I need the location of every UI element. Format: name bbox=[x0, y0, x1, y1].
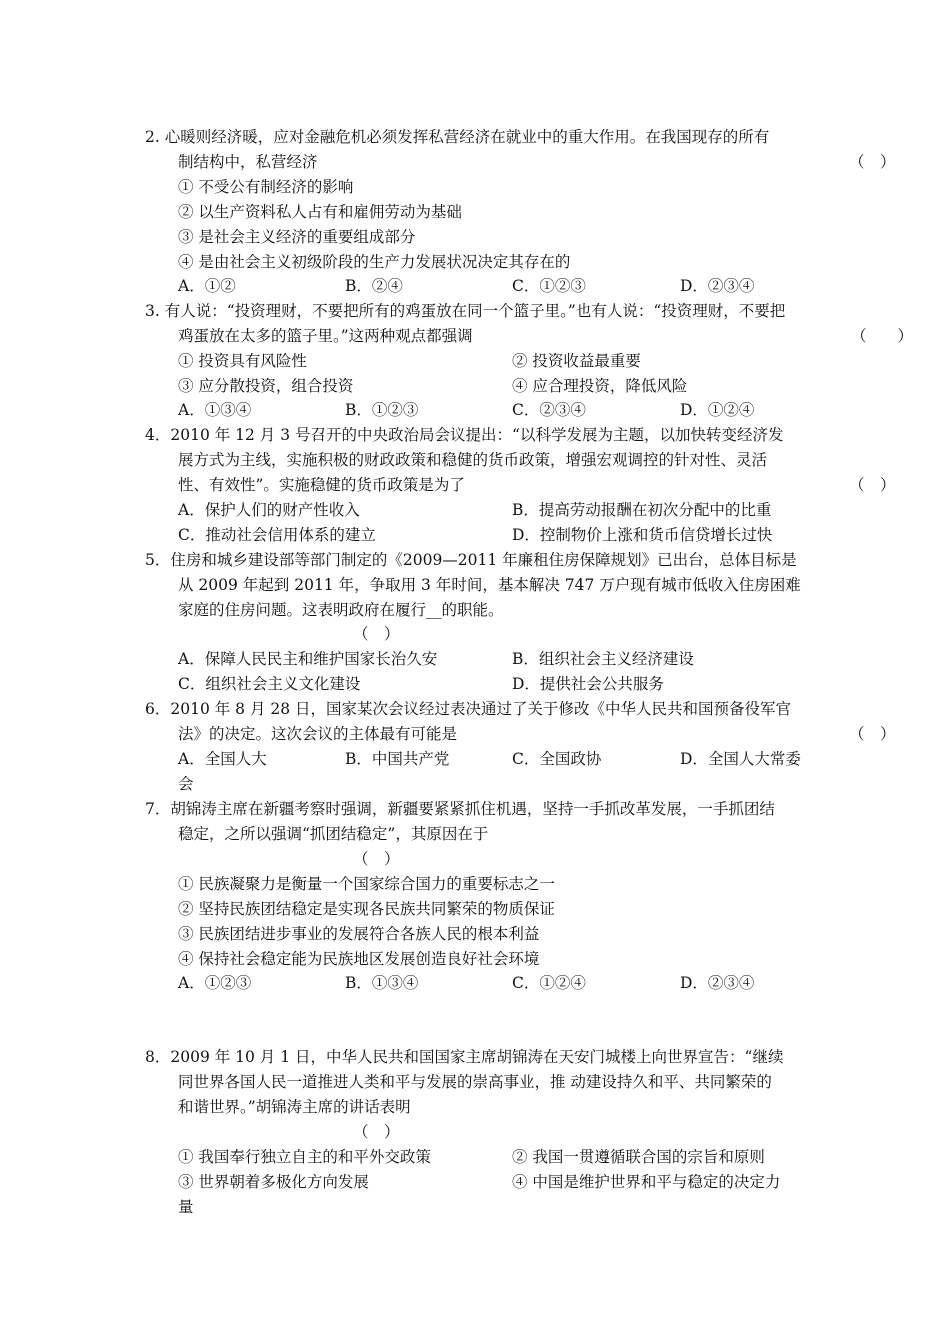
q3-statement-1: ① 投资具有风险性 bbox=[178, 352, 307, 370]
q4-stem-line3: 性、有效性”。实施稳健的货币政策是为了 bbox=[178, 476, 465, 494]
q8-statement-2: ② 我国一贯遵循联合国的宗旨和原则 bbox=[512, 1148, 765, 1166]
q8-stem-line2: 同世界各国人民一道推进人类和平与发展的崇高事业，推 动建设持久和平、共同繁荣的 bbox=[178, 1073, 772, 1091]
q4-stem-line1: 4．2010 年 12 月 3 号召开的中央政治局会议提出：“以科学发展为主题，以加快转变经济发 bbox=[145, 426, 784, 444]
q8-statement-1: ① 我国奉行独立自主的和平外交政策 bbox=[178, 1148, 431, 1166]
q7-option-d: D．②③④ bbox=[680, 974, 755, 992]
q3-statement-2: ② 投资收益最重要 bbox=[512, 352, 641, 370]
q4-option-a: A．保护人们的财产性收入 bbox=[178, 501, 360, 519]
q5-option-b: B．组织社会主义经济建设 bbox=[512, 650, 694, 668]
q4-option-c: C．推动社会信用体系的建立 bbox=[178, 526, 376, 544]
q7-option-a: A．①②③ bbox=[178, 974, 252, 992]
q8-answer-bracket: （ ） bbox=[353, 1123, 400, 1141]
q3-option-a: A．①③④ bbox=[178, 401, 252, 419]
q4-option-b: B．提高劳动报酬在初次分配中的比重 bbox=[512, 501, 772, 519]
q2-answer-bracket: （ ） bbox=[849, 153, 896, 171]
q7-stem-line1: 7．胡锦涛主席在新疆考察时强调，新疆要紧紧抓住机遇，坚持一手抓改革发展，一手抓团结 bbox=[145, 800, 775, 818]
q7-answer-bracket: （ ） bbox=[353, 850, 400, 868]
q2-option-b: B．②④ bbox=[345, 277, 403, 295]
q6-stem-line2: 法》的决定。这次会议的主体最有可能是 bbox=[178, 725, 458, 743]
q5-stem-line3: 家庭的住房问题。这表明政府在履行__的职能。 bbox=[178, 601, 504, 619]
q6-option-c: C．全国政协 bbox=[512, 750, 602, 768]
q5-option-d: D．提供社会公共服务 bbox=[512, 675, 664, 693]
q6-stem-line1: 6．2010 年 8 月 28 日，国家某次会议经过表决通过了关于修改《中华人民共和国预备役军官 bbox=[145, 700, 792, 718]
q3-statement-3: ③ 应分散投资，组合投资 bbox=[178, 377, 354, 395]
q2-statement-1: ① 不受公有制经济的影响 bbox=[178, 178, 354, 196]
q5-stem-line2: 从 2009 年起到 2011 年，争取用 3 年时间，基本解决 747 万户现有城市低收入住房困难 bbox=[178, 576, 801, 594]
q5-option-a: A．保障人民民主和维护国家长治久安 bbox=[178, 650, 438, 668]
q3-stem-line1: 3. 有人说：“投资理财，不要把所有的鸡蛋放在同一个篮子里。”也有人说：“投资理财，不要把 bbox=[145, 302, 786, 320]
q6-option-a: A．全国人大 bbox=[178, 750, 267, 768]
q4-answer-bracket: （ ） bbox=[849, 476, 896, 494]
q7-statement-4: ④ 保持社会稳定能为民族地区发展创造良好社会环境 bbox=[178, 950, 540, 968]
q6-answer-bracket: （ ） bbox=[849, 725, 896, 743]
q3-option-d: D．①②④ bbox=[680, 401, 755, 419]
q6-option-d-continuation: 会 bbox=[178, 775, 194, 793]
q7-stem-line2: 稳定，之所以强调“抓团结稳定”，其原因在于 bbox=[178, 825, 489, 843]
q7-option-b: B．①③④ bbox=[345, 974, 419, 992]
q8-stem-line1: 8．2009 年 10 月 1 日，中华人民共和国国家主席胡锦涛在天安门城楼上向世界宣告：“继续 bbox=[145, 1048, 784, 1066]
q7-option-c: C．①②④ bbox=[512, 974, 586, 992]
q4-stem-line2: 展方式为主线，实施积极的财政政策和稳健的货币政策，增强宏观调控的针对性、灵活 bbox=[178, 451, 768, 469]
q3-stem-line2: 鸡蛋放在太多的篮子里。”这两种观点都强调 bbox=[178, 327, 473, 345]
q3-answer-bracket: （ ） bbox=[851, 327, 914, 345]
q2-option-a: A．①② bbox=[178, 277, 236, 295]
q4-option-d: D．控制物价上涨和货币信贷增长过快 bbox=[512, 526, 773, 544]
q8-statement-4-continuation: 量 bbox=[178, 1198, 194, 1216]
q2-stem-line1: 2. 心暖则经济暖，应对金融危机必须发挥私营经济在就业中的重大作用。在我国现存的所有 bbox=[145, 128, 770, 146]
q8-statement-3: ③ 世界朝着多极化方向发展 bbox=[178, 1173, 369, 1191]
q7-statement-1: ① 民族凝聚力是衡量一个国家综合国力的重要标志之一 bbox=[178, 875, 555, 893]
q2-option-d: D．②③④ bbox=[680, 277, 755, 295]
q2-statement-3: ③ 是社会主义经济的重要组成部分 bbox=[178, 228, 416, 246]
q7-statement-2: ② 坚持民族团结稳定是实现各民族共同繁荣的物质保证 bbox=[178, 900, 555, 918]
q3-option-b: B．①②③ bbox=[345, 401, 419, 419]
q2-statement-4: ④ 是由社会主义初级阶段的生产力发展状况决定其存在的 bbox=[178, 253, 571, 271]
q2-statement-2: ② 以生产资料私人占有和雇佣劳动为基础 bbox=[178, 203, 462, 221]
q5-stem-line1: 5．住房和城乡建设部等部门制定的《2009—2011 年廉租住房保障规划》已出台，总体目标是 bbox=[145, 551, 797, 569]
q5-option-c: C．组织社会主义文化建设 bbox=[178, 675, 361, 693]
q3-option-c: C．②③④ bbox=[512, 401, 586, 419]
q2-stem-line2: 制结构中，私营经济 bbox=[178, 153, 318, 171]
q8-statement-4: ④ 中国是维护世界和平与稳定的决定力 bbox=[512, 1173, 781, 1191]
q8-stem-line3: 和谐世界。”胡锦涛主席的讲话表明 bbox=[178, 1098, 411, 1116]
q7-statement-3: ③ 民族团结进步事业的发展符合各族人民的根本利益 bbox=[178, 925, 540, 943]
q3-statement-4: ④ 应合理投资，降低风险 bbox=[512, 377, 688, 395]
q2-option-c: C．①②③ bbox=[512, 277, 586, 295]
q5-answer-bracket: （ ） bbox=[353, 625, 400, 643]
q6-option-d: D．全国人大常委 bbox=[680, 750, 801, 768]
q6-option-b: B．中国共产党 bbox=[345, 750, 450, 768]
